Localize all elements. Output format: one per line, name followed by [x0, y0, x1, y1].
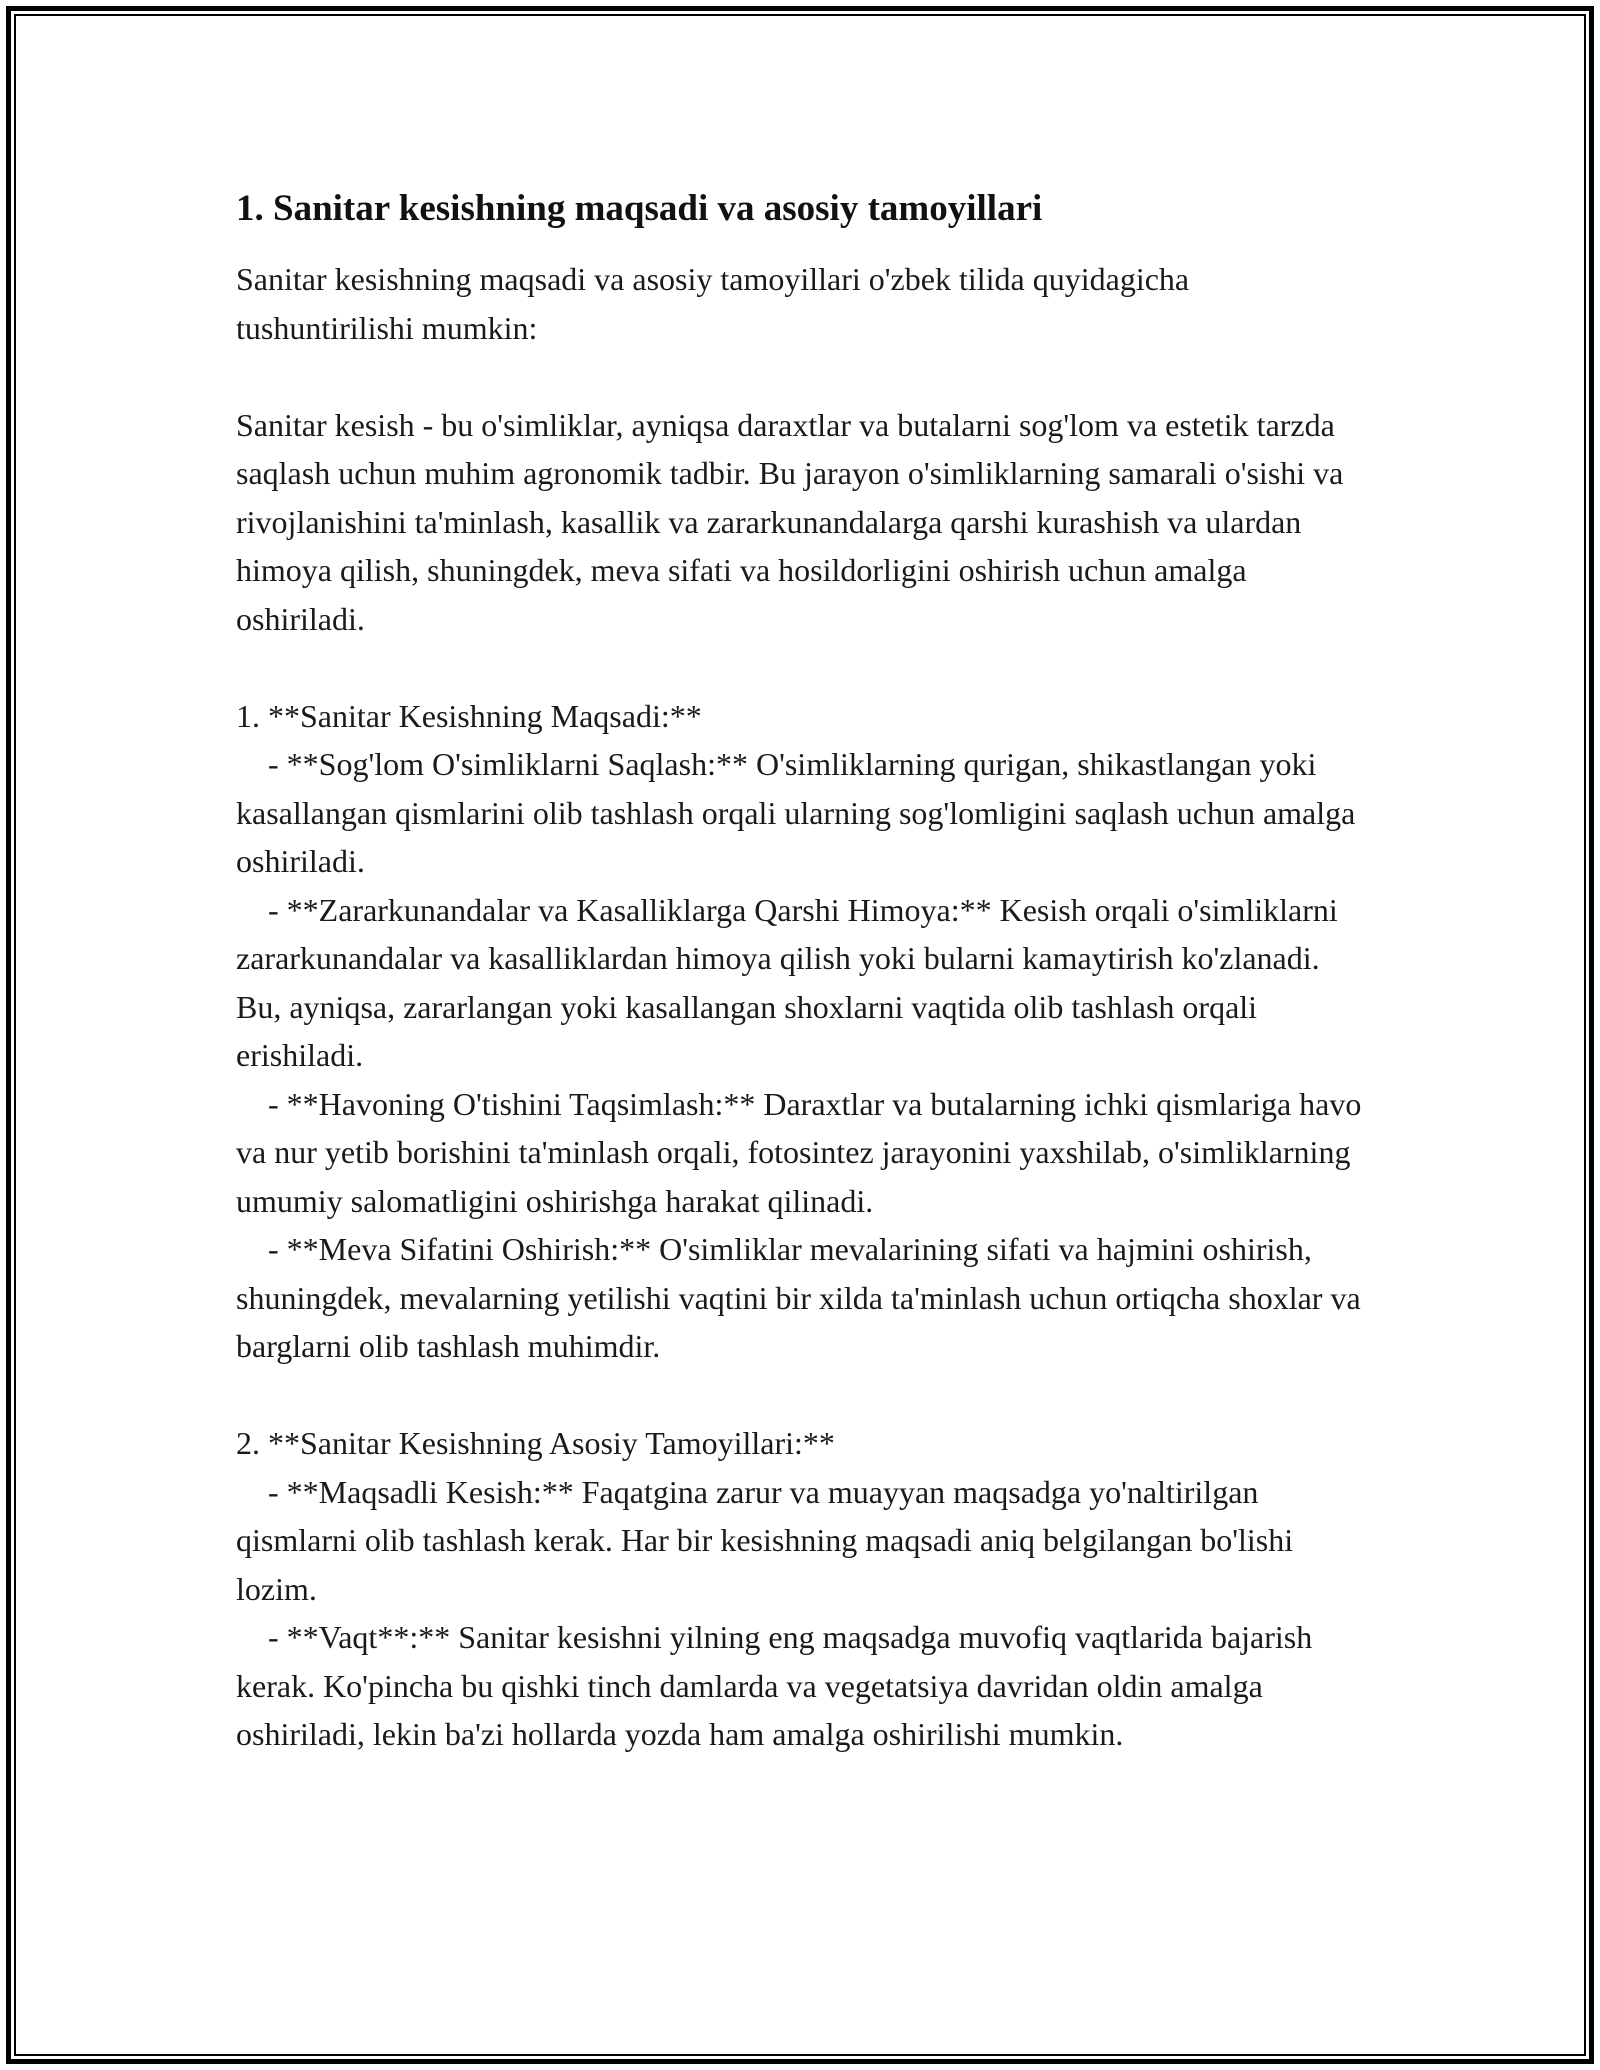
document-body: Sanitar kesishning maqsadi va asosiy tamoyillari o'zbek tilida quyidagicha tushuntirilishi mumkin: Sanitar kesish - bu o'simliklar, ayniqsa daraxtlar va butalarni sog'lom va estetik tarzda saqlash uchun muhim agronomik tadbir. Bu jarayon o'simliklarning samarali o'sishi va rivojlanishini ta'minlash, kasallik va zararkunandalarga qarshi kurashish va ulardan himoya qilish, shuningdek, meva sifati va hosildorligini oshirish uchun amalga oshiriladi. 1. **Sanitar Kesishning Maqsadi:** - **Sog'lom O'simliklarni Saqlash:** O'simliklarning qurigan, shikastlangan yoki kasallangan qismlarini olib tashlash orqali ularning sog'lomligini saqlash uchun amalga oshiriladi. - **Zararkunandalar va Kasalliklarga Qarshi Himoya:** Kesish orqali o'simliklarni zararkunandalar va kasalliklardan himoya qilish yoki bularni kamaytirish ko'zlanadi. Bu, ayniqsa, zararlangan yoki kasallangan shoxlarni vaqtida olib tashlash orqali erishiladi. - **Havoning O'tishini Taqsimlash:** Daraxtlar va butalarning ichki qismlariga havo va nur yetib borishini ta'minlash orqali, fotosintez jarayonini yaxshilab, o'simliklarning umumiy salomatligini oshirishga harakat qilinadi. - **Meva Sifatini Oshirish:** O'simliklar mevalarining sifati va hajmini oshirish, shuningdek, mevalarning yetilishi vaqtini bir xilda ta'minlash uchun ortiqcha shoxlar va barglarni olib tashlash muhimdir. 2. **Sanitar Kesishning Asosiy Tamoyillari:** - **Maqsadli Kesish:** Faqatgina zarur va muayyan maqsadga yo'naltirilgan qismlarni olib tashlash kerak. Har bir kesishning maqsadi aniq belgilangan bo'lishi lozim. - **Vaqt**:** Sanitar kesishni yilning eng maqsadga muvofiq vaqtlarida bajarish kerak. Ko'pincha bu qishki tinch damlarda va vegetatsiya davridan oldin amalga oshiriladi, lekin ba'zi hollarda yozda ham amalga oshirilishi mumkin.	[236, 261, 1362, 1752]
document-title: 1. Sanitar kesishning maqsadi va asosiy tamoyillari	[236, 188, 1043, 229]
document-content	[236, 185, 1366, 1759]
